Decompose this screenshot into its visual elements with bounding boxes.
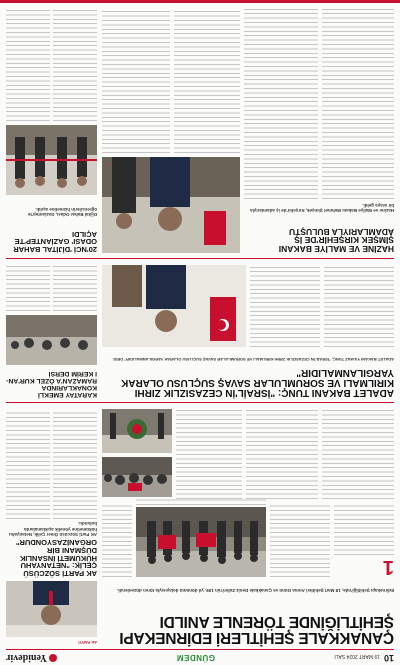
fourth-story-photo [102,157,240,253]
sixth-body-col-1 [53,409,97,519]
second-body-col-1 [324,265,394,347]
fourth-body-col-1 [322,9,394,199]
wreath-photo-image [102,409,172,453]
second-headline-block [102,366,394,397]
lead-quote-column [102,505,132,577]
sixth-body-col-2 [6,409,50,519]
sixth-deck-block [6,521,97,537]
page-info [334,653,394,663]
lead-body-col-2 [270,505,330,577]
fourth-body-col-4 [102,9,170,153]
third-body-col-2 [6,265,50,311]
fourth-body-col-3 [174,9,240,153]
fourth-headline-block [244,227,394,253]
second-headline: ADALET BAKANI TUNÇ: "İSRAİL'İN CEZASIZLIK ZIRHI KIRILMALI VE SORUMLULAR SAVAŞ SUÇLUSU OLARAK YARGILANMALIDIR" [121,366,394,398]
bottom-accent-bar [0,0,400,3]
lead-quote-filler [102,505,132,577]
lead-headline-block [102,613,394,645]
section-divider-2 [6,258,394,259]
lead-deck-block [102,588,394,593]
brand-name: Yenidevir [6,652,48,664]
lead-number: 1 [382,556,394,578]
lead-body-col-3 [322,409,394,499]
fourth-deck: Hazine ve Maliye Bakanı Mehmet Şimşek, Kırşehir'de iş adamlarıyla bir araya geldi. [250,202,394,213]
minister-podium-photo-image [102,265,246,347]
section-divider-1 [6,402,394,403]
secondary-photo-b [102,409,172,453]
third-headline-block [6,369,97,397]
fifth-headline: 20'NCİ 'DİJİTAL BAHAR ODASI' GAZİANTEP'TE AÇILDI [13,229,97,254]
second-deck-block [102,356,394,361]
second-story-photo [102,265,246,347]
third-body-col-1 [53,265,97,311]
brand-logo [6,653,57,664]
third-story-photo [6,315,97,365]
fifth-body-col-2 [6,9,50,121]
ceremony-photo-image [136,507,266,577]
lead-body-col-5 [176,409,242,499]
third-headline: KARATAY EMEKLİ KONAKLARINDA RAMAZAN'A ÖZEL KUR'AN-I KERİM DERSİ [6,370,97,398]
spokesman-photo-image [6,581,97,637]
lead-photo-caption-lines [136,499,266,505]
fifth-story-photo [6,125,97,195]
ribbon-cutting-photo-image [6,125,97,195]
sixth-headline-block [6,539,97,577]
lead-body-col-1 [334,505,394,555]
lead-headline: ÇANAKKALE ŞEHİTLERİ EDİRNEKAPI ŞEHİTLİĞİNDE TÖRENLE ANILDI [119,613,394,646]
sixth-story-photo [6,581,97,637]
sixth-story [6,640,97,645]
section-tag: GÜNDEM [176,653,215,663]
issue-date: 19 MART 2024 SALI [334,653,380,659]
sixth-headline: AK PARTİ SÖZCÜSÜ ÇELİK: "NETANYAHU HÜKÜMETİ İNSANLIK DÜŞMANI BİR ORGANİZASYONDUR" [15,538,97,578]
masthead-rule [6,649,394,650]
lead-caption-filler [136,499,266,505]
fourth-deck-block [244,202,394,213]
quran-class-photo-image [6,315,97,365]
page-number: 10 [383,653,394,663]
secondary-photo-a [102,457,172,497]
masthead [0,651,400,665]
second-deck: ADALET BAKANI YILMAZ TUNÇ, "İSRAİL'İN CEZASIZLIK ZIRHI KIRILMALI VE SORUMLULAR SAVAŞ SUÇLUSU OLARAK YARGILANMALIDIR" DEDİ. [112,357,394,362]
second-body-col-2 [250,265,320,347]
sixth-deck: AK Parti Sözcüsü Ömer Çelik, Netanyahu hükümetine yönelik açıklamalarda bulundu. [8,521,97,537]
business-meeting-photo-image [102,157,240,253]
fifth-deck: Dijital Bahar Odası, Gaziantep'te öğrencilerin hizmetine açıldı. [27,206,97,217]
lead-body-col-4 [246,409,318,499]
lead-number-block [334,557,394,577]
fifth-headline-block [6,230,97,253]
fourth-headline: HAZİNE VE MALİYE BAKANI ŞİMŞEK KIRŞEHİR'DE İŞ ADAMLARIYLA BULUŞTU [278,226,394,254]
crowd-photo-image [102,457,172,497]
fifth-body-col-1 [53,9,97,121]
lead-photo [136,507,266,577]
logo-mark-icon [49,654,57,662]
lead-deck: Edirnekapı Şehitliği'nde, 18 Mart Şehitleri Anma Günü ve Çanakkale Deniz Zaferi'nin 109. yıl dönümü dolayısıyla tören düzenlendi. [116,588,394,593]
fifth-deck-block [6,206,97,217]
fourth-body-col-2 [244,9,318,199]
sixth-story-label: AK PARTİ [78,640,97,645]
